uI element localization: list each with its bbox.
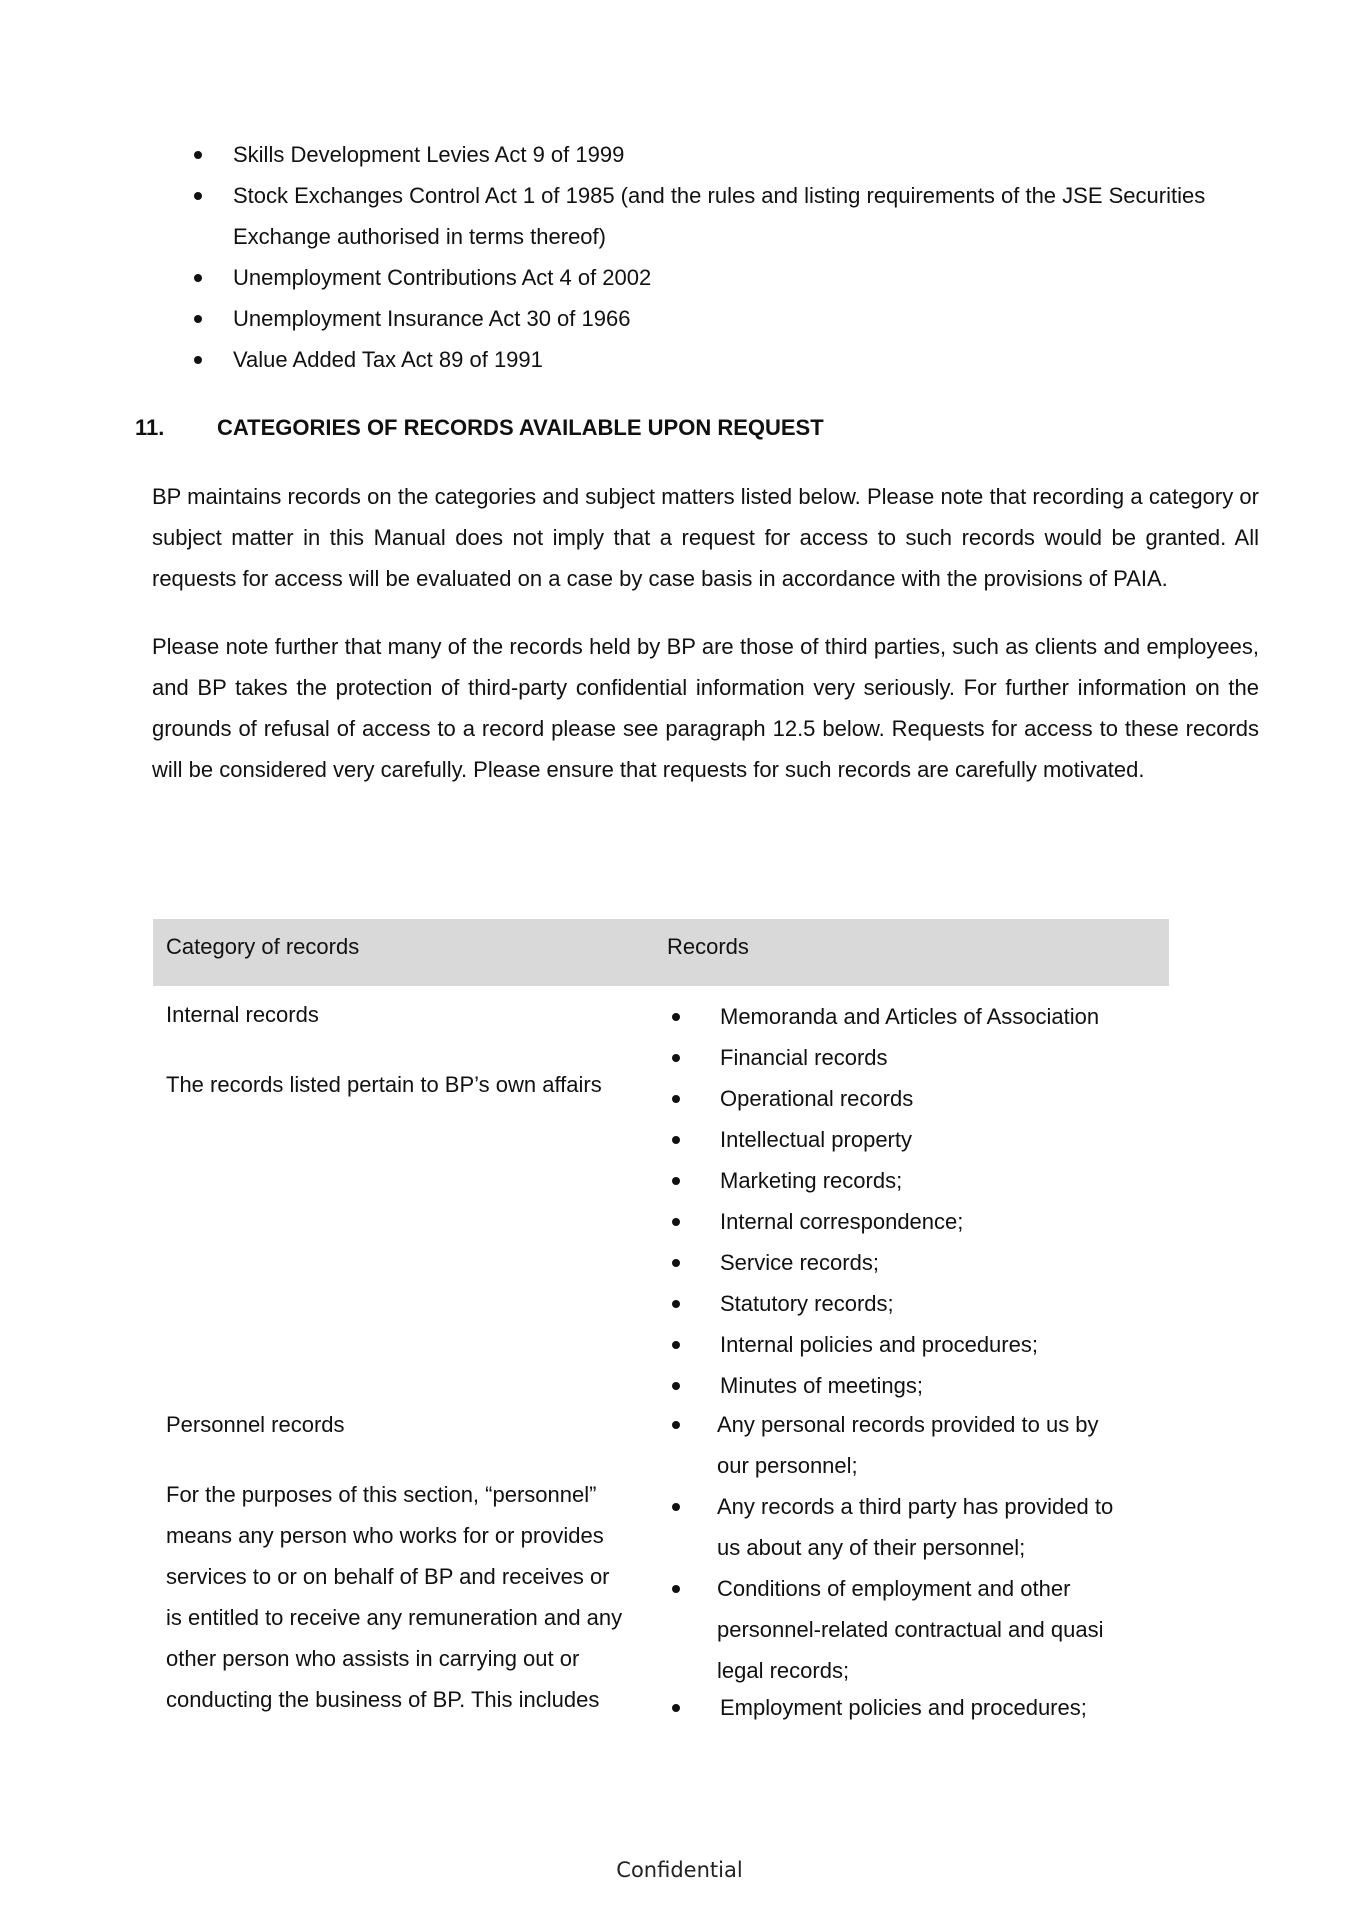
- category-personnel-records: Personnel records: [166, 1412, 345, 1437]
- list-item: [0, 298, 1359, 339]
- confidential-footer: Confidential: [616, 1858, 743, 1882]
- record-item-text: Minutes of meetings;: [720, 1373, 923, 1398]
- record-item-text: Employment policies and procedures;: [720, 1695, 1087, 1720]
- bullet-icon: [672, 1341, 680, 1349]
- bullet-icon: [194, 192, 202, 200]
- category-internal-records: Internal records: [166, 1002, 319, 1027]
- record-item-text: Internal correspondence;: [720, 1209, 964, 1234]
- bullet-icon: [672, 1177, 680, 1185]
- record-item-text: Statutory records;: [720, 1291, 894, 1316]
- list-item: [660, 1037, 1170, 1078]
- list-item: [660, 1324, 1170, 1365]
- list-item-continuation: Exchange authorised in terms thereof): [233, 224, 606, 249]
- intro-paragraph: BP maintains records on the categories and subject matters listed below. Please note that recording a category or subject matter in this Manual does not imply that a request for access to such records would be granted. All requests for access will be evaluated on a case by case basis in accordance with the provisions of PAIA.: [152, 484, 1259, 591]
- list-item-text: Stock Exchanges Control Act 1 of 1985 (and the rules and listing requirements of the JSE Securities: [233, 183, 1206, 208]
- bullet-icon: [672, 1095, 680, 1103]
- list-item: [660, 1365, 1170, 1406]
- description-line: other person who assists in carrying out or: [166, 1646, 580, 1671]
- section-number: 11.: [135, 415, 165, 440]
- bullet-icon: [194, 315, 202, 323]
- list-item: [660, 1078, 1170, 1119]
- list-item: [660, 1119, 1170, 1160]
- record-item-text: Intellectual property: [720, 1127, 912, 1152]
- description-line: means any person who works for or provides: [166, 1523, 604, 1548]
- bullet-icon: [672, 1382, 680, 1390]
- bullet-icon: [672, 1585, 680, 1593]
- bullet-icon: [672, 1013, 680, 1021]
- bullet-icon: [672, 1704, 680, 1712]
- description-line: For the purposes of this section, “personnel”: [166, 1482, 597, 1507]
- category-personnel-description: [166, 1474, 656, 1720]
- list-item: [660, 1486, 1130, 1568]
- list-item: [0, 339, 1359, 380]
- table-header: [153, 919, 1169, 986]
- record-item-text: Financial records: [720, 1045, 888, 1070]
- list-item-text: Skills Development Levies Act 9 of 1999: [233, 142, 625, 167]
- list-item: [0, 175, 1359, 257]
- bullet-icon: [672, 1259, 680, 1267]
- internal-records-list: [660, 996, 1170, 1406]
- third-party-paragraph: Please note further that many of the records held by BP are those of third parties, such as clients and employees, and BP takes the protection of third-party confidential information very seriously. For further information on the grounds of refusal of access to a record please see paragraph 12.5 below. Requests for access to these records will be considered very carefully. Please ensure that requests for such records are carefully motivated.: [152, 634, 1259, 782]
- record-item-text: Service records;: [720, 1250, 879, 1275]
- list-item: [660, 1687, 1130, 1728]
- bullet-icon: [672, 1054, 680, 1062]
- list-item: [660, 1568, 1130, 1691]
- bullet-icon: [194, 151, 202, 159]
- list-item: [660, 1242, 1170, 1283]
- list-item: [660, 996, 1170, 1037]
- list-item: [660, 1160, 1170, 1201]
- record-item-text: Conditions of employment and other personnel-related contractual and quasi legal records;: [717, 1576, 1104, 1683]
- list-item: [660, 1283, 1170, 1324]
- description-line: services to or on behalf of BP and receives or: [166, 1564, 610, 1589]
- list-item-text: Value Added Tax Act 89 of 1991: [233, 347, 543, 372]
- bullet-icon: [672, 1218, 680, 1226]
- bullet-icon: [672, 1503, 680, 1511]
- record-item-text: Any personal records provided to us by our personnel;: [717, 1412, 1099, 1478]
- description-line: is entitled to receive any remuneration and any: [166, 1605, 623, 1630]
- list-item: [660, 1404, 1130, 1486]
- record-item-text: Internal policies and procedures;: [720, 1332, 1038, 1357]
- description-line: conducting the business of BP. This includes: [166, 1687, 600, 1712]
- list-item-text: Unemployment Insurance Act 30 of 1966: [233, 306, 631, 331]
- bullet-icon: [672, 1136, 680, 1144]
- record-item-text: Any records a third party has provided to us about any of their personnel;: [717, 1494, 1114, 1560]
- record-item-text: Marketing records;: [720, 1168, 903, 1193]
- personnel-records-list: [660, 1404, 1130, 1728]
- list-item: [0, 134, 1359, 175]
- record-item-text: Memoranda and Articles of Association: [720, 1004, 1100, 1029]
- acts-list: [0, 134, 1359, 380]
- column-header-records: Records: [667, 934, 749, 959]
- record-item-text: Operational records: [720, 1086, 914, 1111]
- bullet-icon: [672, 1421, 680, 1429]
- section-title: CATEGORIES OF RECORDS AVAILABLE UPON REQUEST: [217, 415, 824, 440]
- column-header-category: Category of records: [166, 934, 360, 959]
- list-item: [0, 257, 1359, 298]
- bullet-icon: [194, 356, 202, 364]
- list-item: [660, 1201, 1170, 1242]
- category-internal-description: The records listed pertain to BP’s own affairs: [166, 1072, 602, 1097]
- bullet-icon: [194, 274, 202, 282]
- list-item-text: Unemployment Contributions Act 4 of 2002: [233, 265, 652, 290]
- bullet-icon: [672, 1300, 680, 1308]
